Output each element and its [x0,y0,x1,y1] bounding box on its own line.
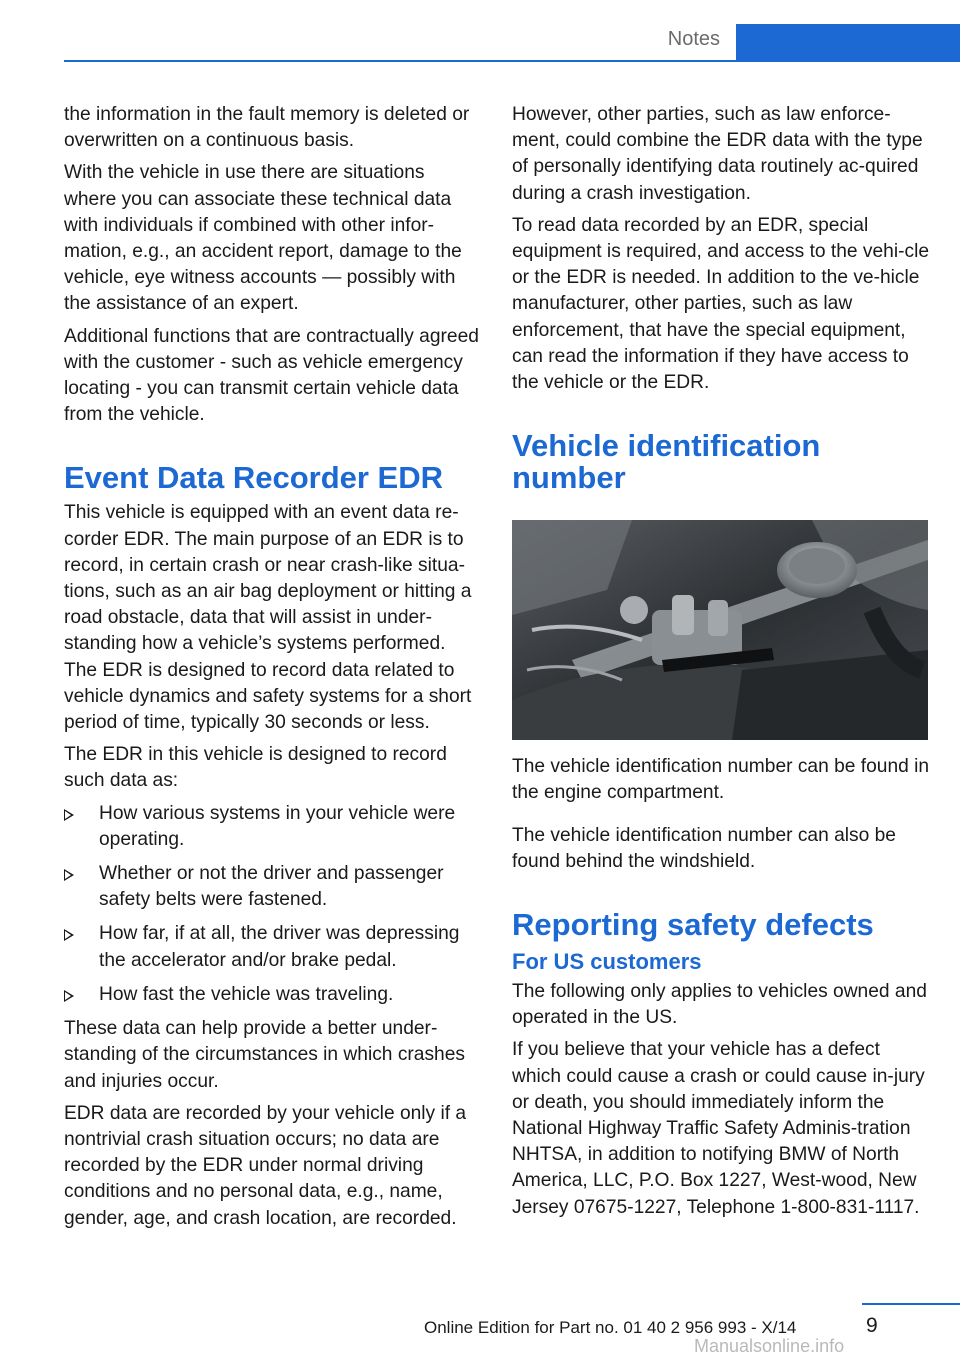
paragraph: With the vehicle in use there are situations where you can associate these technical data with individuals if combined with other infor‐mation, e.g., an accident report, damage to the vehicle, eye witness accounts — possibly with the assistance of an expert. [64,162,462,315]
footer-edition: Online Edition for Part no. 01 40 2 956 993 - X/14 [424,1318,797,1337]
paragraph: the information in the fault memory is deleted or overwritten on a continuous basis. [64,104,470,152]
page-number: 9 [866,1314,878,1337]
heading-vehicle-identification-number: Vehicle identification number [512,428,821,496]
paragraph: If you believe that your vehicle has a defect which could cause a crash or could cause in‐jury or death, you should immediately inform the National Highway Traffic Safety Adminis‐tration NHTSA, in addition to notifying BMW of North America, LLC, P.O. Box 1227, West‐wood, New Jersey 07675-1227, Telephone 1-800-831-1117. [512,1039,925,1218]
triangle-bullet-icon [64,809,74,821]
triangle-bullet-icon [64,990,74,1002]
header-tab [736,24,960,62]
paragraph: The EDR in this vehicle is designed to record such data as: [64,744,447,792]
paragraph: The following only applies to vehicles owned and operated in the US. [512,981,927,1029]
paragraph: However, other parties, such as law enforce‐ment, could combine the EDR data with the type of personally identifying data routinely ac‐quired during a crash investigation. [512,104,923,204]
paragraph: To read data recorded by an EDR, special equipment is required, and access to the vehi‐cle or the EDR is needed. In addition to the ve‐hicle manufacturer, other parties, such as law enforcement, that have the special equipment, can read the information if they have access to the vehicle or the EDR. [512,214,930,394]
section-title: Notes [667,28,720,50]
paragraph: These data can help provide a better under‐standing of the circumstances in which crashes and injuries occur. [64,1018,465,1092]
list-item: How various systems in your vehicle were operating. [64,801,479,853]
header-rule [64,60,736,62]
right-column [512,102,930,1227]
list-item: How far, if at all, the driver was depressing the accelerator and/or brake pedal. [64,921,479,973]
paragraph: The vehicle identification number can also be found behind the windshield. [512,824,896,872]
footer-rule [862,1303,960,1305]
heading-reporting-safety-defects: Reporting safety defects [512,907,874,943]
list-item: Whether or not the driver and passenger safety belts were fastened. [64,861,479,913]
list-item: How fast the vehicle was traveling. [64,982,479,1008]
edr-data-list [64,801,479,1008]
engine-compartment-photo [512,520,928,740]
subheading-us-customers: For US customers [512,949,702,975]
triangle-bullet-icon [64,869,74,881]
paragraph: Additional functions that are contractually agreed with the customer - such as vehicle emergency locating - you can transmit certain vehicle data from the vehicle. [64,325,479,426]
left-column [64,102,479,1238]
triangle-bullet-icon [64,929,74,941]
heading-event-data-recorder: Event Data Recorder EDR [64,460,444,496]
paragraph: EDR data are recorded by your vehicle only if a nontrivial crash situation occurs; no data are recorded by the EDR under normal driving conditions and no personal data, e.g., name, gender, age, and crash location, are recorded. [64,1102,467,1229]
paragraph: The vehicle identification number can be found in the engine compartment. [512,756,930,804]
watermark: Manualsonline.info [694,1336,845,1356]
paragraph: This vehicle is equipped with an event data re‐corder EDR. The main purpose of an EDR is to record, in certain crash or near crash-like situa‐tions, such as an air bag deployment or hitting a road obstacle, data that will assist in under‐standing how a vehicle’s systems performed. The EDR is designed to record data related to vehicle dynamics and safety systems for a short period of time, typically 30 seconds or less. [64,502,472,734]
